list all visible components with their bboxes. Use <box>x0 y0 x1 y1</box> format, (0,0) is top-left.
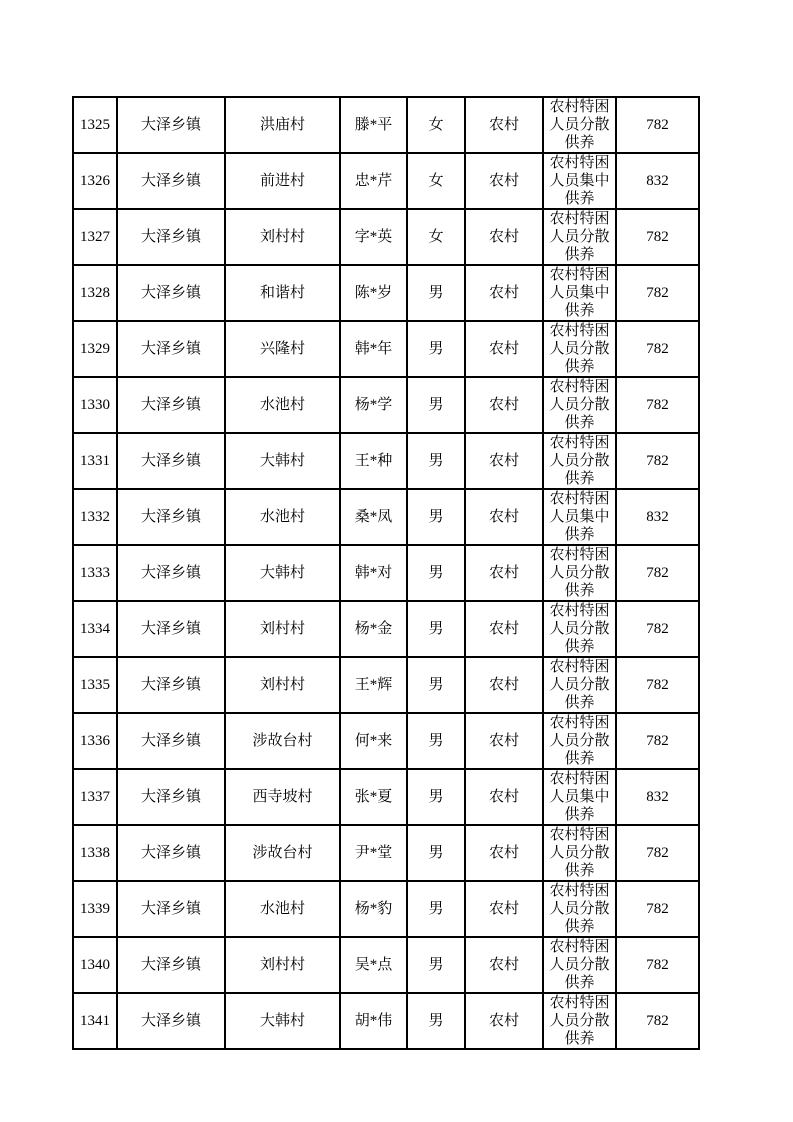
cell-amount: 782 <box>616 993 699 1049</box>
cell-support-type: 农村特困人员集中供养 <box>543 489 616 545</box>
cell-support-type: 农村特困人员分散供养 <box>543 993 616 1049</box>
table-row <box>73 489 699 545</box>
cell-category: 农村 <box>465 209 543 265</box>
cell-support-type: 农村特困人员分散供养 <box>543 657 616 713</box>
cell-person-name: 忠*芹 <box>340 153 407 209</box>
cell-category: 农村 <box>465 601 543 657</box>
cell-amount: 832 <box>616 153 699 209</box>
cell-sequence-number: 1339 <box>73 881 117 937</box>
cell-sequence-number: 1332 <box>73 489 117 545</box>
cell-town: 大泽乡镇 <box>117 489 225 545</box>
cell-person-name: 吴*点 <box>340 937 407 993</box>
table-body <box>73 97 699 1049</box>
table-row <box>73 209 699 265</box>
cell-amount: 782 <box>616 97 699 153</box>
cell-category: 农村 <box>465 545 543 601</box>
cell-person-name: 王*种 <box>340 433 407 489</box>
cell-gender: 男 <box>407 769 465 825</box>
cell-gender: 男 <box>407 825 465 881</box>
cell-person-name: 字*英 <box>340 209 407 265</box>
cell-amount: 782 <box>616 321 699 377</box>
cell-town: 大泽乡镇 <box>117 265 225 321</box>
cell-person-name: 王*辉 <box>340 657 407 713</box>
cell-sequence-number: 1327 <box>73 209 117 265</box>
cell-village: 大韩村 <box>225 993 340 1049</box>
cell-sequence-number: 1333 <box>73 545 117 601</box>
cell-village: 水池村 <box>225 377 340 433</box>
cell-support-type: 农村特困人员集中供养 <box>543 769 616 825</box>
assistance-roster-table <box>72 96 700 1050</box>
cell-sequence-number: 1338 <box>73 825 117 881</box>
cell-sequence-number: 1325 <box>73 97 117 153</box>
cell-gender: 男 <box>407 545 465 601</box>
cell-town: 大泽乡镇 <box>117 545 225 601</box>
cell-support-type: 农村特困人员分散供养 <box>543 825 616 881</box>
cell-sequence-number: 1341 <box>73 993 117 1049</box>
cell-gender: 女 <box>407 209 465 265</box>
cell-support-type: 农村特困人员分散供养 <box>543 321 616 377</box>
cell-amount: 782 <box>616 713 699 769</box>
cell-town: 大泽乡镇 <box>117 825 225 881</box>
cell-village: 刘村村 <box>225 209 340 265</box>
cell-town: 大泽乡镇 <box>117 713 225 769</box>
cell-amount: 782 <box>616 377 699 433</box>
cell-sequence-number: 1337 <box>73 769 117 825</box>
table-row <box>73 377 699 433</box>
cell-amount: 782 <box>616 657 699 713</box>
table-row <box>73 825 699 881</box>
cell-town: 大泽乡镇 <box>117 937 225 993</box>
cell-village: 涉故台村 <box>225 825 340 881</box>
cell-village: 刘村村 <box>225 657 340 713</box>
cell-village: 大韩村 <box>225 545 340 601</box>
cell-amount: 782 <box>616 265 699 321</box>
cell-gender: 男 <box>407 713 465 769</box>
cell-gender: 男 <box>407 377 465 433</box>
cell-sequence-number: 1328 <box>73 265 117 321</box>
cell-amount: 782 <box>616 601 699 657</box>
table-row <box>73 713 699 769</box>
table-row <box>73 545 699 601</box>
cell-gender: 男 <box>407 489 465 545</box>
cell-category: 农村 <box>465 377 543 433</box>
cell-category: 农村 <box>465 769 543 825</box>
cell-person-name: 韩*对 <box>340 545 407 601</box>
cell-support-type: 农村特困人员分散供养 <box>543 713 616 769</box>
cell-village: 刘村村 <box>225 601 340 657</box>
cell-town: 大泽乡镇 <box>117 433 225 489</box>
cell-gender: 女 <box>407 153 465 209</box>
cell-sequence-number: 1329 <box>73 321 117 377</box>
cell-gender: 女 <box>407 97 465 153</box>
cell-town: 大泽乡镇 <box>117 881 225 937</box>
cell-gender: 男 <box>407 881 465 937</box>
cell-village: 西寺坡村 <box>225 769 340 825</box>
cell-person-name: 韩*年 <box>340 321 407 377</box>
cell-amount: 782 <box>616 937 699 993</box>
cell-village: 刘村村 <box>225 937 340 993</box>
cell-person-name: 胡*伟 <box>340 993 407 1049</box>
cell-town: 大泽乡镇 <box>117 769 225 825</box>
cell-category: 农村 <box>465 433 543 489</box>
table-row <box>73 321 699 377</box>
cell-village: 涉故台村 <box>225 713 340 769</box>
cell-amount: 832 <box>616 769 699 825</box>
cell-amount: 782 <box>616 545 699 601</box>
table-row <box>73 433 699 489</box>
cell-support-type: 农村特困人员分散供养 <box>543 377 616 433</box>
cell-sequence-number: 1335 <box>73 657 117 713</box>
table-row <box>73 769 699 825</box>
table-row <box>73 601 699 657</box>
cell-gender: 男 <box>407 265 465 321</box>
cell-town: 大泽乡镇 <box>117 601 225 657</box>
cell-support-type: 农村特困人员分散供养 <box>543 97 616 153</box>
cell-village: 水池村 <box>225 489 340 545</box>
cell-town: 大泽乡镇 <box>117 657 225 713</box>
cell-sequence-number: 1330 <box>73 377 117 433</box>
cell-gender: 男 <box>407 321 465 377</box>
cell-support-type: 农村特困人员集中供养 <box>543 265 616 321</box>
cell-sequence-number: 1336 <box>73 713 117 769</box>
cell-support-type: 农村特困人员分散供养 <box>543 209 616 265</box>
cell-sequence-number: 1326 <box>73 153 117 209</box>
cell-category: 农村 <box>465 657 543 713</box>
cell-person-name: 滕*平 <box>340 97 407 153</box>
cell-person-name: 杨*学 <box>340 377 407 433</box>
cell-person-name: 桑*凤 <box>340 489 407 545</box>
cell-gender: 男 <box>407 657 465 713</box>
cell-sequence-number: 1340 <box>73 937 117 993</box>
cell-person-name: 杨*豹 <box>340 881 407 937</box>
cell-village: 兴隆村 <box>225 321 340 377</box>
cell-gender: 男 <box>407 433 465 489</box>
cell-sequence-number: 1331 <box>73 433 117 489</box>
cell-support-type: 农村特困人员分散供养 <box>543 601 616 657</box>
cell-village: 大韩村 <box>225 433 340 489</box>
cell-town: 大泽乡镇 <box>117 377 225 433</box>
cell-town: 大泽乡镇 <box>117 993 225 1049</box>
cell-category: 农村 <box>465 97 543 153</box>
cell-support-type: 农村特困人员分散供养 <box>543 937 616 993</box>
cell-amount: 782 <box>616 825 699 881</box>
cell-support-type: 农村特困人员分散供养 <box>543 881 616 937</box>
cell-category: 农村 <box>465 937 543 993</box>
cell-amount: 782 <box>616 881 699 937</box>
cell-village: 和谐村 <box>225 265 340 321</box>
cell-category: 农村 <box>465 489 543 545</box>
cell-village: 前进村 <box>225 153 340 209</box>
cell-support-type: 农村特困人员分散供养 <box>543 433 616 489</box>
cell-town: 大泽乡镇 <box>117 209 225 265</box>
table-row <box>73 265 699 321</box>
cell-gender: 男 <box>407 937 465 993</box>
cell-person-name: 陈*岁 <box>340 265 407 321</box>
table-row <box>73 993 699 1049</box>
cell-person-name: 何*来 <box>340 713 407 769</box>
cell-category: 农村 <box>465 825 543 881</box>
cell-village: 水池村 <box>225 881 340 937</box>
cell-category: 农村 <box>465 321 543 377</box>
cell-category: 农村 <box>465 881 543 937</box>
table-row <box>73 881 699 937</box>
cell-village: 洪庙村 <box>225 97 340 153</box>
cell-category: 农村 <box>465 713 543 769</box>
cell-support-type: 农村特困人员集中供养 <box>543 153 616 209</box>
cell-category: 农村 <box>465 265 543 321</box>
cell-town: 大泽乡镇 <box>117 321 225 377</box>
cell-amount: 782 <box>616 209 699 265</box>
cell-person-name: 杨*金 <box>340 601 407 657</box>
cell-town: 大泽乡镇 <box>117 97 225 153</box>
cell-sequence-number: 1334 <box>73 601 117 657</box>
cell-support-type: 农村特困人员分散供养 <box>543 545 616 601</box>
cell-amount: 832 <box>616 489 699 545</box>
cell-person-name: 张*夏 <box>340 769 407 825</box>
table-row <box>73 153 699 209</box>
cell-amount: 782 <box>616 433 699 489</box>
cell-category: 农村 <box>465 153 543 209</box>
table-row <box>73 657 699 713</box>
table-row <box>73 97 699 153</box>
cell-person-name: 尹*堂 <box>340 825 407 881</box>
cell-town: 大泽乡镇 <box>117 153 225 209</box>
cell-gender: 男 <box>407 601 465 657</box>
table-row <box>73 937 699 993</box>
cell-category: 农村 <box>465 993 543 1049</box>
cell-gender: 男 <box>407 993 465 1049</box>
